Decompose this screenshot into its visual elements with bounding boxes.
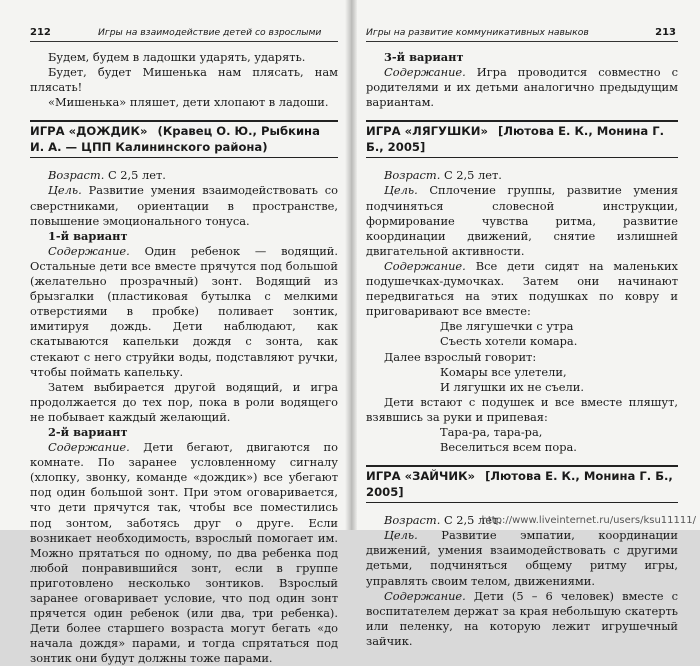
poem-line: Съесть хотели комара.	[440, 334, 578, 349]
watermark-url: http://www.liveinternet.ru/users/ksu11111/	[481, 515, 696, 526]
variant-3-text: Содержание. Игра проводится совместно с родителями и их детьми аналогично предыдущим вариантам.	[366, 65, 678, 110]
poem-line: Тара-ра, тара-ра,	[440, 424, 543, 439]
game-rain-authors: (Кравец О. Ю., Рыбкина И. А. — ЦПП Калининского района)	[30, 124, 320, 154]
right-running-header	[366, 26, 678, 42]
game-bunny-content: Содержание. Дети (5 – 6 человек) вместе с воспитателем держат за края небольшую скатерть или пеленку, на которую лежит игрушечный зайчик.	[366, 588, 679, 648]
opening-line-3: «Мишенька» пляшет, дети хлопают в ладоши.	[48, 95, 329, 110]
variant-2-title: 2-й вариант	[48, 424, 128, 439]
right-page	[366, 0, 679, 648]
variant-2-text: Содержание. Дети бегают, двигаются по комнате. По заранее условленному сигналу (хлопку, звонку, команде «дождик») все убегают под один большой зонт. При этом оговаривается, что дети прячутся так, чтобы все поместились под зонтом, заботясь друг о друге. Если возникает необходимость, взрослый помогает им. Можно прятаться по одному, по два ребенка под любой понравившийся зонт, если в группе приготовлено несколько зонтиков. Взрослый заранее оговаривает условие, что под один зонт прячется один ребенок (или два, три ребенка). Дети более старшего возраста могут бегать «до начала дождя» парами, и тогда спрятаться под зонтик они будут должны тоже парами.	[30, 440, 338, 666]
poem-frogs-1	[366, 319, 678, 349]
book-gutter	[345, 0, 357, 530]
poem-line: И лягушки их не съели.	[440, 379, 584, 394]
left-running-title: Игры на взаимодействие детей со взрослыми	[98, 27, 322, 38]
right-page-number: 213	[655, 27, 676, 38]
variant-3-title: 3-й вариант	[384, 50, 464, 64]
poem-line: Две лягушечки с утра	[440, 319, 574, 334]
adult-says: Далее взрослый говорит:	[384, 349, 537, 364]
game-frogs-age: Возраст. С 2,5 лет.	[384, 168, 502, 183]
left-running-header	[30, 26, 338, 42]
variant-1-text-2: Затем выбирается другой водящий, и игра продолжается до тех пор, пока в роли водящего не побывает каждый желающий.	[30, 379, 338, 424]
right-running-title: Игры на развитие коммуникативных навыков	[366, 27, 589, 38]
game-frogs-title: ИГРА «ЛЯГУШКИ»	[366, 124, 488, 139]
poem-line: Веселиться всем пора.	[440, 440, 577, 455]
dance-text: Дети встают с подушек и все вместе пляшут, взявшись за руки и припевая:	[366, 394, 678, 424]
game-rain-goal: Цель. Развитие умения взаимодействовать со сверстниками, ориентации в пространстве, повышение эмоционального тонуса.	[30, 183, 338, 228]
game-bunny-age: Возраст. С 2,5 лет.	[384, 513, 502, 528]
opening-line-1: Будем, будем в ладошки ударять, ударять.	[48, 50, 306, 64]
game-frogs-heading	[366, 120, 678, 158]
left-page-number: 212	[30, 27, 51, 38]
game-bunny-title: ИГРА «ЗАЙЧИК»	[366, 469, 476, 484]
game-rain-title: ИГРА «ДОЖДИК»	[30, 124, 148, 139]
game-rain-heading	[30, 120, 338, 158]
poem-frogs-2	[366, 365, 678, 395]
game-rain-age: Возраст. С 2,5 лет.	[48, 168, 166, 183]
game-frogs-authors: [Лютова Е. К., Монина Г. Б., 2005]	[366, 124, 665, 154]
game-bunny-goal: Цель. Развитие эмпатии, координации движений, умения взаимодействовать с другими детьми, подчиняться общему ритму игры, управлять своим телом, движениями.	[366, 528, 678, 588]
poem-line: Комары все улетели,	[440, 364, 567, 379]
poem-frogs-3	[366, 425, 678, 455]
game-frogs-content: Содержание. Все дети сидят на маленьких подушечках-думочках. Затем они начинают передвигаться на этих подушках по ковру и приговаривают все вместе:	[366, 258, 678, 319]
variant-1-title: 1-й вариант	[48, 228, 128, 243]
left-page	[30, 0, 338, 666]
game-bunny-authors: [Лютова Е. К., Монина Г. Б., 2005]	[366, 469, 673, 499]
opening-line-2: Будет, будет Мишенька нам плясать, нам плясать!	[30, 65, 338, 95]
variant-1-text: Содержание. Один ребенок — водящий. Остальные дети все вместе прячутся под большой (желательно прозрачный) зонт. Водящий из брызгалки (пластиковая бутылка с мелкими отверстиями в пробке) поливает зонтик, имитируя дождь. Дети наблюдают, как скатываются капельки дождя с зонта, как стекают с него струйки воды, подставляют ручки, чтобы поймать капельку.	[30, 243, 338, 379]
game-frogs-goal: Цель. Сплочение группы, развитие умения подчиняться словесной инструкции, формирование чувства ритма, развитие координации движений, снятие излишней двигательной активности.	[366, 183, 678, 258]
game-bunny-heading	[366, 465, 678, 503]
